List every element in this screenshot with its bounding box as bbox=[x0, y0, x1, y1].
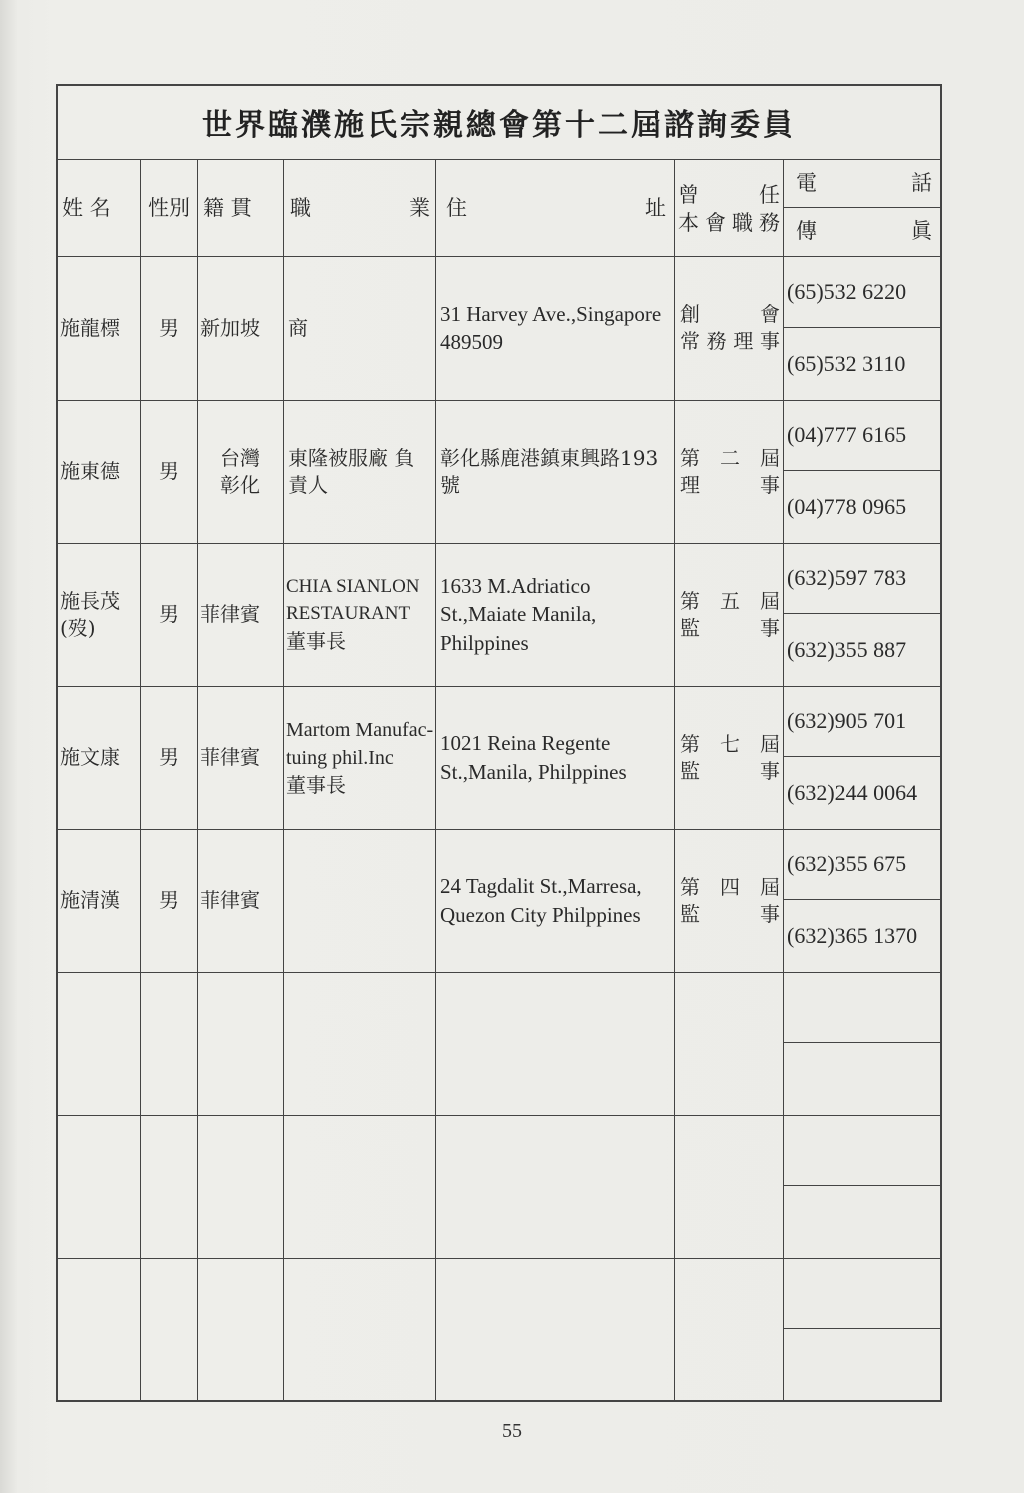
col-divider bbox=[197, 160, 198, 1402]
col-divider bbox=[283, 160, 284, 1402]
table-row-name: 施東德 bbox=[60, 459, 120, 483]
table-row-address: 24 Tagdalit St.,Marresa, Quezon City Philppines bbox=[440, 874, 642, 927]
header-phone: 電 話 bbox=[796, 171, 932, 196]
header-name: 姓 名 bbox=[62, 195, 111, 220]
table-row-occupation: 商 bbox=[288, 315, 308, 340]
table-row-name: 施長茂 (歿) bbox=[60, 588, 120, 640]
col-divider bbox=[674, 160, 675, 1402]
col-divider bbox=[140, 160, 141, 1402]
row-divider bbox=[56, 1115, 942, 1116]
table-row-address: 彰化縣鹿港鎮東興路193號 bbox=[440, 445, 659, 497]
table-row-occupation: CHIA SIANLON RESTAURANT 董事長 bbox=[286, 576, 420, 653]
table-row-former-role: 創 會 常務理事 bbox=[680, 302, 780, 353]
table-row-occupation: Martom Manufac-tuing phil.Inc 董事長 bbox=[286, 719, 434, 797]
table-row-fax: (632)365 1370 bbox=[787, 922, 918, 948]
table-row-origin: 菲律賓 bbox=[200, 745, 260, 769]
table-row-phone: (04)777 6165 bbox=[787, 422, 907, 448]
table-row-gender: 男 bbox=[159, 602, 179, 626]
table-row-name: 施清漢 bbox=[60, 888, 120, 912]
table-row-origin: 新加坡 bbox=[200, 315, 260, 340]
header-address: 住 址 bbox=[446, 195, 666, 220]
table-row-phone: (65)532 6220 bbox=[787, 278, 907, 304]
header-occupation: 職 業 bbox=[290, 195, 430, 220]
col-divider bbox=[783, 160, 784, 1402]
table-row-occupation bbox=[288, 829, 432, 972]
table-row-name: 施龍標 bbox=[60, 315, 120, 340]
table-row-gender: 男 bbox=[159, 459, 179, 483]
table-row-phone: (632)355 675 bbox=[787, 851, 907, 877]
col-divider bbox=[435, 160, 436, 1402]
header-origin: 籍 貫 bbox=[203, 195, 252, 220]
table-row-fax: (632)244 0064 bbox=[787, 779, 918, 805]
header-former-role: 曾 任 本會職務 bbox=[678, 182, 780, 235]
table-row-former-role: 第 七 屆 監 事 bbox=[680, 731, 780, 783]
table-row-former-role: 第 二 屆 理 事 bbox=[680, 445, 780, 497]
row-divider bbox=[56, 1258, 942, 1259]
phone-fax-divider bbox=[783, 1185, 942, 1186]
table-row-address: 1021 Reina Regente St.,Manila, Philppines bbox=[440, 731, 627, 784]
table-row-gender: 男 bbox=[159, 315, 179, 340]
phone-fax-divider bbox=[783, 1042, 942, 1043]
table-row-origin: 台灣 彰化 bbox=[220, 445, 260, 497]
page-title: 世界臨濮施氏宗親總會第十二屆諮詢委員 bbox=[56, 84, 942, 160]
table-row-address: 1633 M.Adriatico St.,Maiate Manila, Philppines bbox=[440, 573, 597, 655]
table-row-gender: 男 bbox=[159, 888, 179, 912]
table-row-fax: (65)532 3110 bbox=[787, 350, 906, 376]
table-row-fax: (04)778 0965 bbox=[787, 493, 907, 519]
header-gender: 性別 bbox=[148, 195, 190, 220]
table-row-address: 31 Harvey Ave.,Singapore 489509 bbox=[440, 301, 662, 354]
table-row-former-role: 第 四 屆 監 事 bbox=[680, 874, 780, 926]
table-row-name: 施文康 bbox=[60, 745, 120, 769]
table-row-phone: (632)905 701 bbox=[787, 708, 907, 734]
table-row-fax: (632)355 887 bbox=[787, 636, 907, 662]
table-row-origin: 菲律賓 bbox=[200, 888, 260, 912]
header-fax: 傳 眞 bbox=[796, 219, 932, 244]
row-divider bbox=[56, 972, 942, 973]
table-row-phone: (632)597 783 bbox=[787, 565, 907, 591]
phone-fax-divider bbox=[783, 1328, 942, 1329]
page-number: 55 bbox=[502, 1420, 522, 1442]
table-row-origin: 菲律賓 bbox=[200, 602, 260, 626]
table-row-gender: 男 bbox=[159, 745, 179, 769]
table-row-former-role: 第 五 屆 監 事 bbox=[680, 588, 780, 640]
table-row-occupation: 東隆被服廠 負責人 bbox=[288, 445, 415, 497]
